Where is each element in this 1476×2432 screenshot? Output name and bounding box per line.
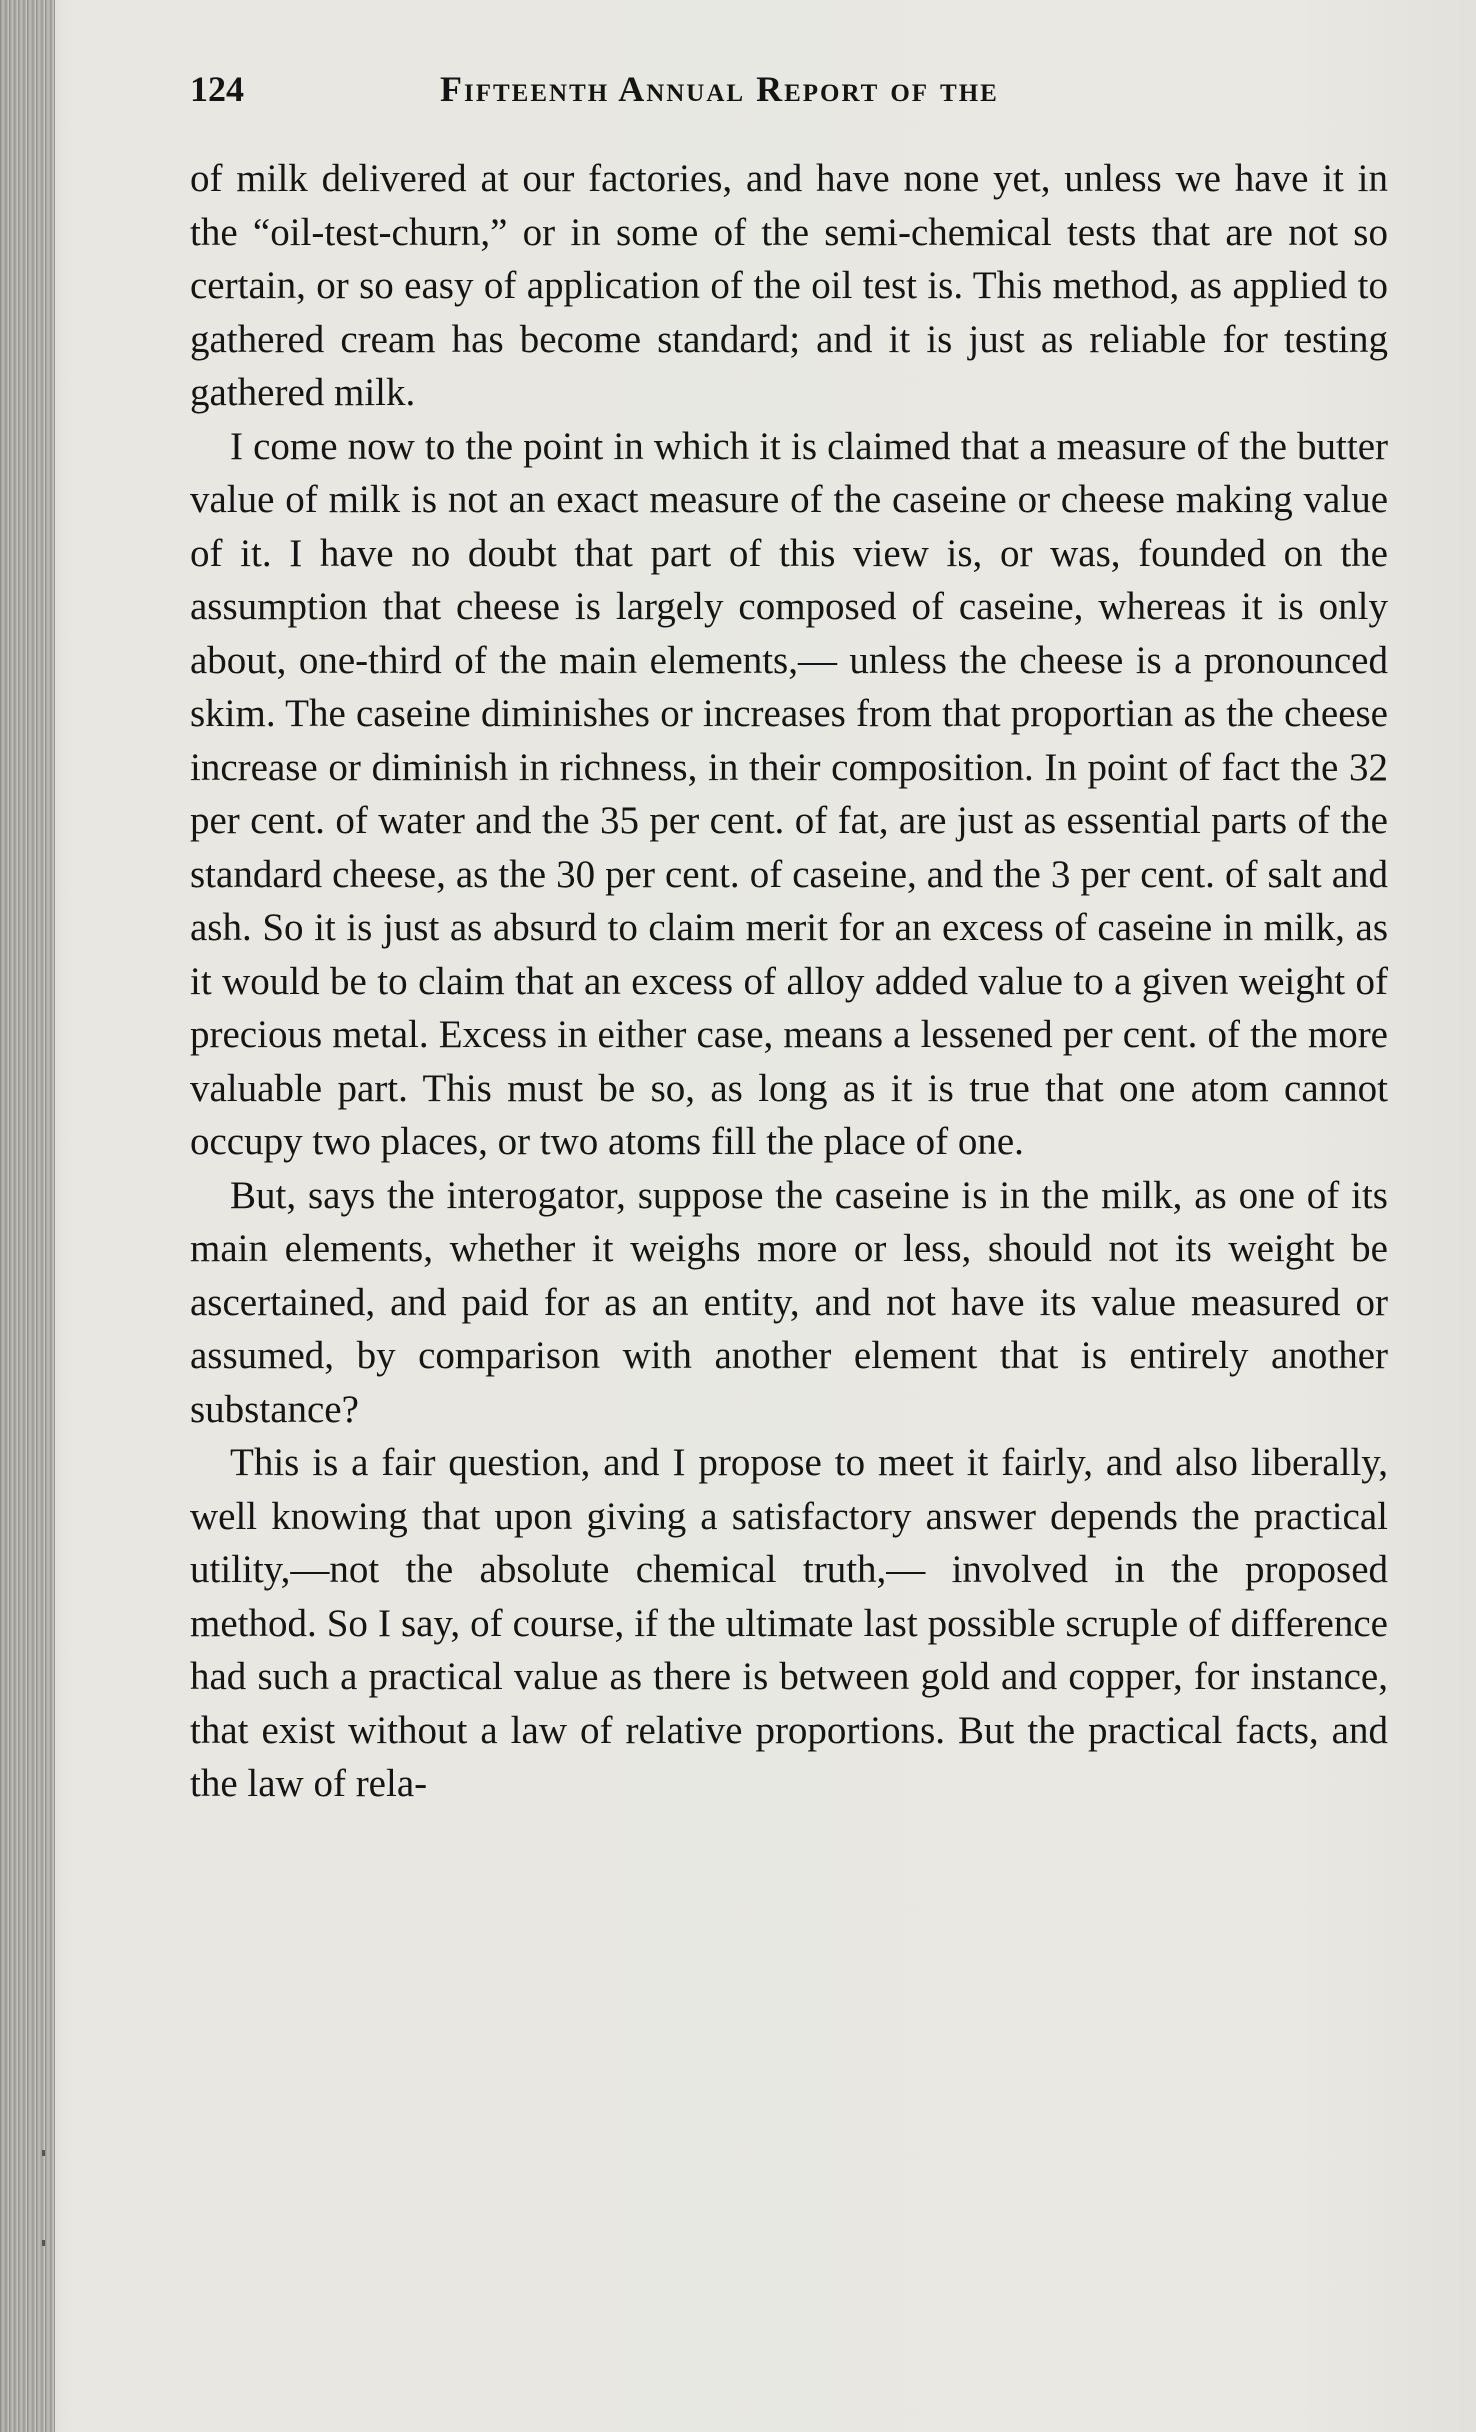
body-text xyxy=(190,152,1388,1811)
paragraph-2: I come now to the point in which it is claimed that a measure of the butter value of milk is not an exact measure of the caseine or cheese making value of it. I have no doubt that part of this view is, or was, founded on the assumption that cheese is largely composed of caseine, whereas it is only about, one-third of the main elements,— unless the cheese is a pronounced skim. The caseine diminishes or increases from that proportian as the cheese increase or diminish in richness, in their composition. In point of fact the 32 per cent. of water and the 35 per cent. of fat, are just as essential parts of the standard cheese, as the 30 per cent. of caseine, and the 3 per cent. of salt and ash. So it is just as absurd to claim merit for an excess of caseine in milk, as it would be to claim that an excess of alloy added value to a given weight of precious metal. Excess in either case, means a lessened per cent. of the more valuable part. This must be so, as long as it is true that one atom cannot occupy two places, or two atoms fill the place of one. xyxy=(190,424,1388,1163)
page-header xyxy=(190,68,1390,128)
paragraph-1: of milk delivered at our factories, and have none yet, unless we have it in the “oil-test-churn,” or in some of the semi-chemical tests that are not so certain, or so easy of application of the oil test is. This method, as applied to gathered cream has become standard; and it is just as reliable for testing gathered milk. xyxy=(190,157,1388,414)
paragraph-4: This is a fair question, and I propose to meet it fairly, and also liberally, well knowing that upon giving a satisfactory answer depends the practical utility,—not the absolute chemical truth,— involved in the proposed method. So I say, of course, if the ultimate last possible scruple of difference had such a practical value as there is between gold and copper, for instance, that exist without a law of relative proportions. But the practical facts, and the law of rela- xyxy=(190,1441,1388,1805)
page-number: 124 xyxy=(190,69,244,109)
paragraph-3: But, says the interogator, suppose the caseine is in the milk, as one of its main elements, whether it weighs more or less, should not its weight be ascertained, and paid for as an entity, and not have its value measured or assumed, by comparison with another element that is entirely another substance? xyxy=(190,1173,1388,1431)
margin-speck xyxy=(42,2150,45,2156)
book-binding-edge xyxy=(0,0,55,2432)
margin-speck xyxy=(42,2240,45,2246)
running-title: Fifteenth Annual Report of the xyxy=(440,69,999,109)
